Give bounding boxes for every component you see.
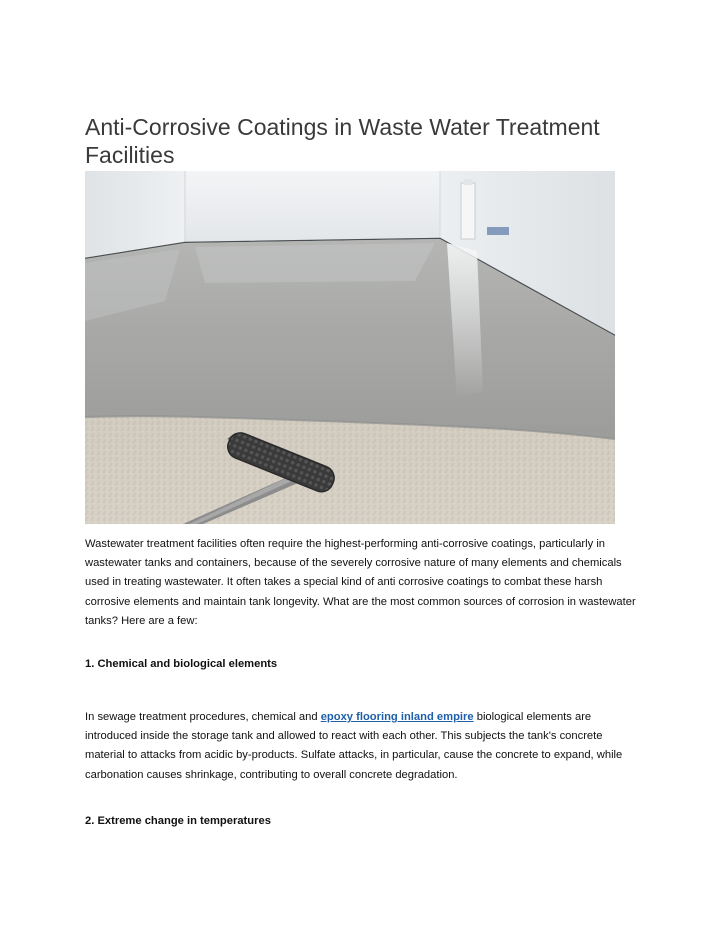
section-heading-chemical: 1. Chemical and biological elements bbox=[85, 658, 278, 670]
paragraph-text-start: In sewage treatment procedures, chemical and bbox=[85, 711, 321, 723]
section-paragraph-chemical bbox=[85, 708, 645, 785]
paragraph-text-end: biological elements are introduced inside the storage tank and allowed to react with each other. This subjects the tank's concrete material to attacks from acidic by-products. Sulfate attacks, in particular, cause the concrete to expand, while carbonation causes shrinkage, contributing to overall concrete degradation. bbox=[85, 711, 623, 781]
floor-coating-photo bbox=[85, 171, 615, 524]
epoxy-flooring-link[interactable]: epoxy flooring inland empire bbox=[320, 711, 474, 723]
epoxy-floor-roller-photo-icon bbox=[85, 171, 615, 524]
page-title: Anti-Corrosive Coatings in Waste Water Treatment Facilities bbox=[85, 114, 600, 168]
intro-paragraph: Wastewater treatment facilities often require the highest-performing anti-corrosive coatings, particularly in wastewater tanks and containers, because of the severely corrosive nature of many elements and chemicals used in treating wastewater. It often takes a special kind of anti corrosive coatings to combat these harsh corrosive elements and maintain tank longevity. What are the most common sources of corrosion in wastewater tanks? Here are a few: bbox=[85, 538, 636, 627]
section-heading-temperature: 2. Extreme change in temperatures bbox=[85, 815, 271, 827]
